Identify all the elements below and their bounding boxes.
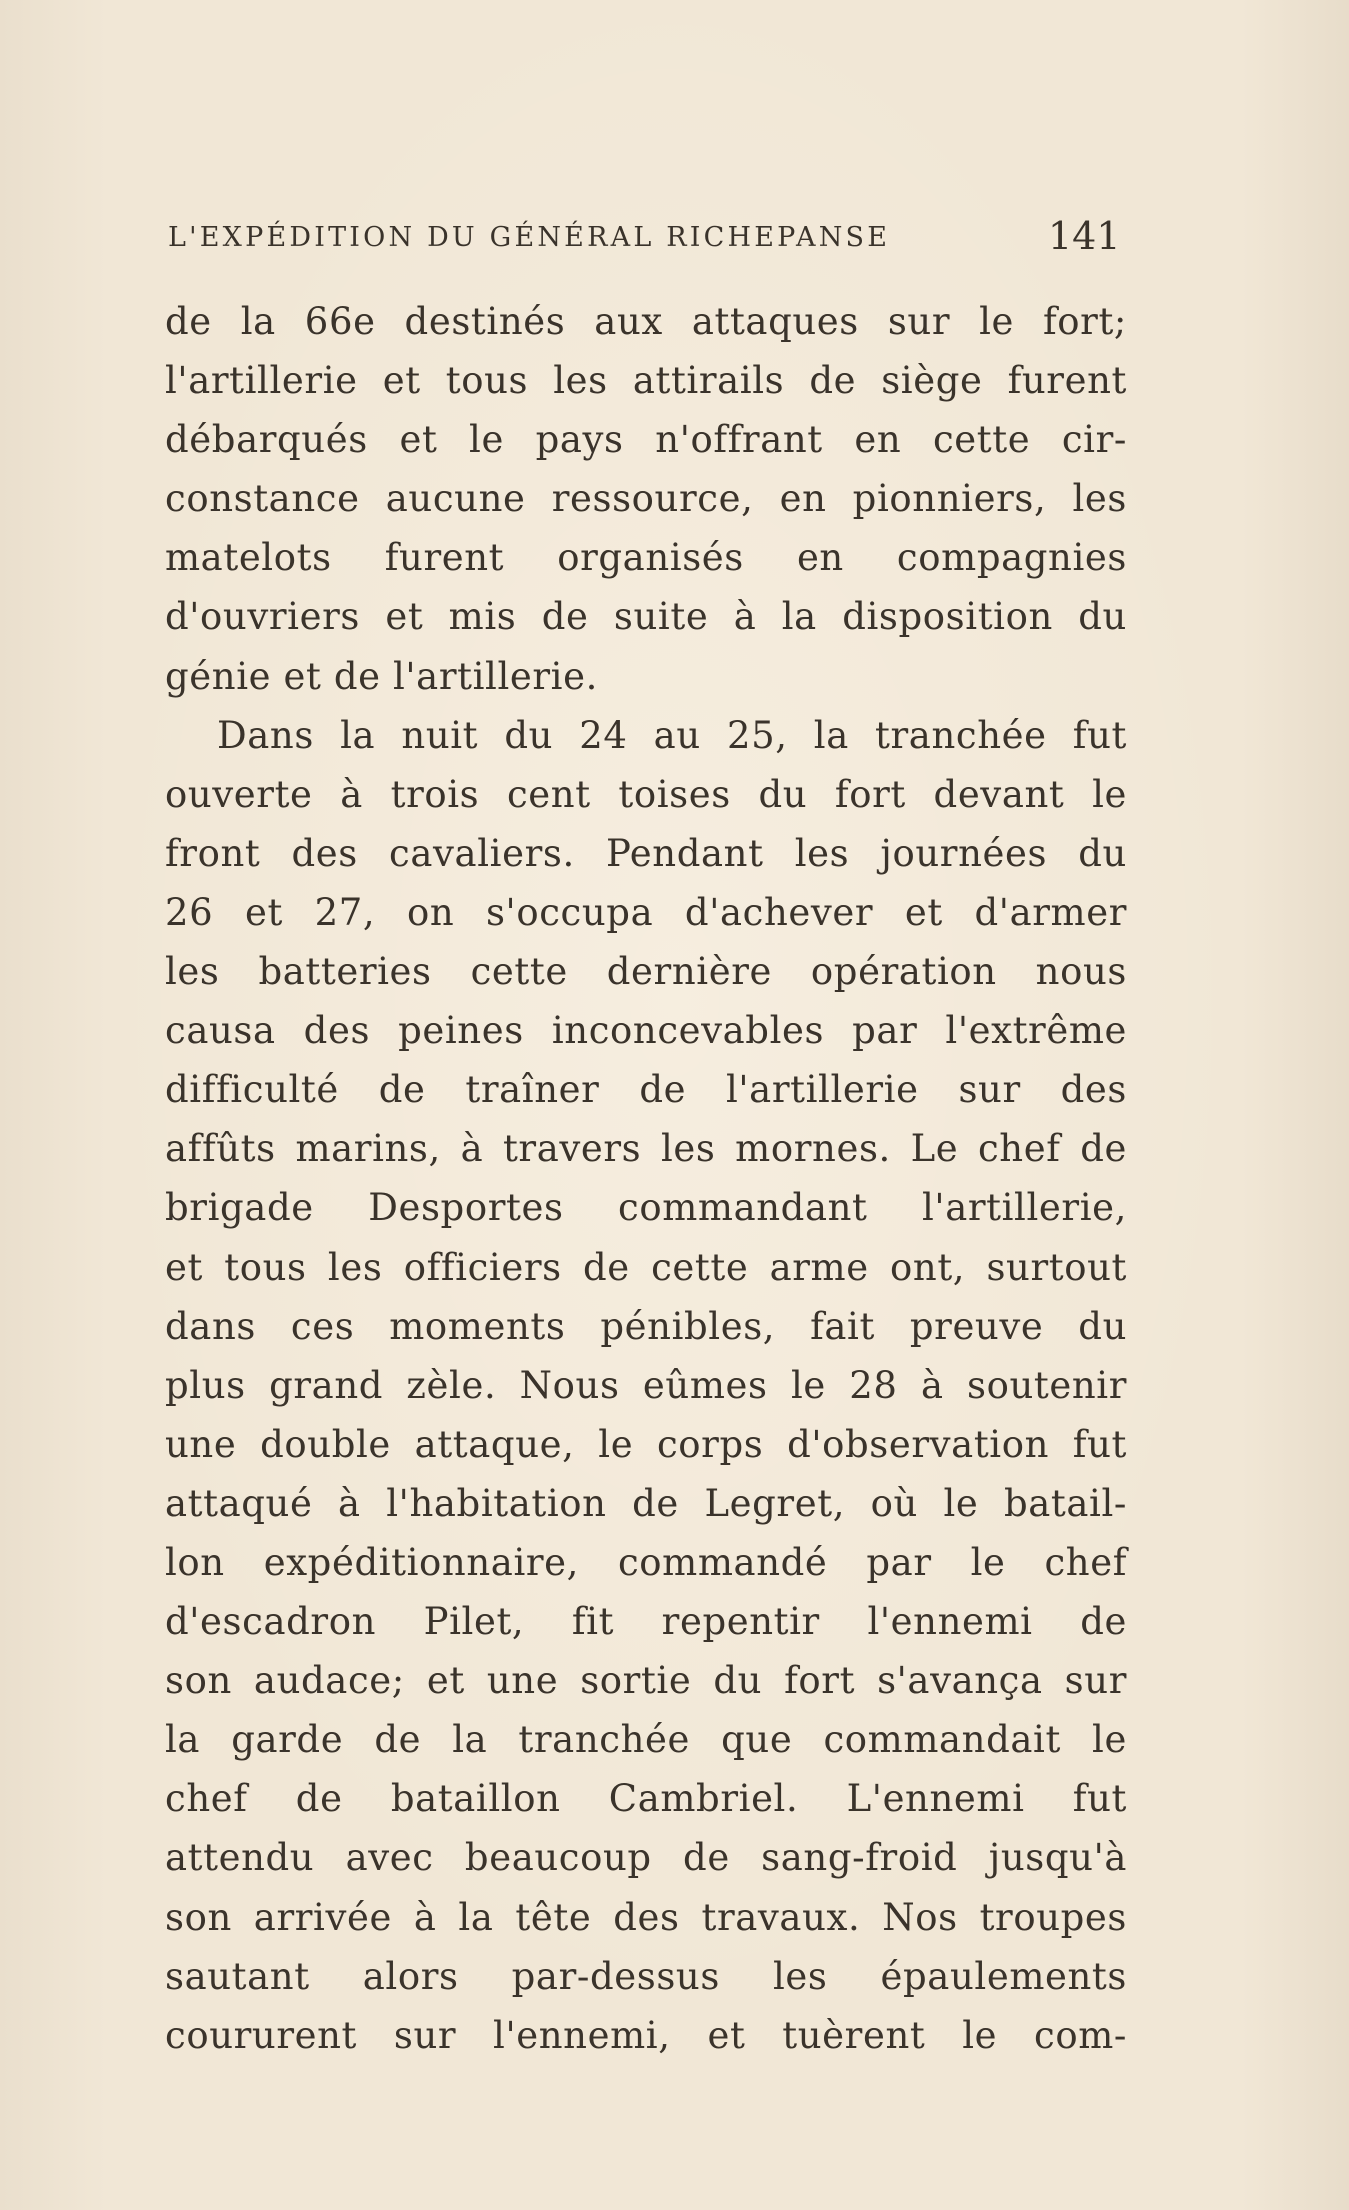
text-line: d'ouvriers et mis de suite à la disposition du xyxy=(165,595,1127,639)
text-line: l'artillerie et tous les attirails de siège furent xyxy=(165,359,1127,403)
text-line: Dans la nuit du 24 au 25, la tranchée fut xyxy=(217,713,1127,757)
text-line: sautant alors par-dessus les épaulements xyxy=(165,1954,1127,1998)
body-text xyxy=(165,292,1127,2065)
text-line: attaqué à l'habitation de Legret, où le batail- xyxy=(165,1481,1127,1525)
text-line: 26 et 27, on s'occupa d'achever et d'armer xyxy=(165,890,1127,934)
text-line: front des cavaliers. Pendant les journées du xyxy=(165,831,1127,875)
text-line: plus grand zèle. Nous eûmes le 28 à soutenir xyxy=(165,1363,1127,1407)
running-title: L'EXPÉDITION DU GÉNÉRAL RICHEPANSE xyxy=(168,222,891,253)
text-line: son arrivée à la tête des travaux. Nos troupes xyxy=(165,1895,1127,1939)
text-line: coururent sur l'ennemi, et tuèrent le com- xyxy=(165,2013,1127,2057)
text-line: génie et de l'artillerie. xyxy=(165,654,598,698)
text-line: matelots furent organisés en compagnies xyxy=(165,536,1127,580)
text-line: son audace; et une sortie du fort s'avança sur xyxy=(165,1659,1127,1703)
text-line: lon expéditionnaire, commandé par le chef xyxy=(165,1540,1127,1584)
text-line: de la 66e destinés aux attaques sur le fort; xyxy=(165,300,1127,343)
text-line: ouverte à trois cent toises du fort devant le xyxy=(165,772,1127,816)
text-line: et tous les officiers de cette arme ont, surtout xyxy=(165,1245,1127,1289)
text-line: d'escadron Pilet, fit repentir l'ennemi de xyxy=(165,1600,1127,1644)
text-line: causa des peines inconcevables par l'extrême xyxy=(165,1009,1127,1053)
text-line: chef de bataillon Cambriel. L'ennemi fut xyxy=(165,1777,1127,1821)
text-line: attendu avec beaucoup de sang-froid jusqu'à xyxy=(165,1836,1127,1880)
text-line: dans ces moments pénibles, fait preuve du xyxy=(165,1304,1127,1348)
text-line: les batteries cette dernière opération nous xyxy=(165,950,1127,994)
text-line: difficulté de traîner de l'artillerie sur des xyxy=(165,1068,1127,1112)
text-line: une double attaque, le corps d'observation fut xyxy=(165,1422,1127,1466)
text-line: affûts marins, à travers les mornes. Le chef de xyxy=(165,1127,1127,1171)
running-head xyxy=(168,214,1168,264)
text-line: brigade Desportes commandant l'artillerie, xyxy=(165,1186,1127,1230)
text-line: la garde de la tranchée que commandait le xyxy=(165,1718,1127,1762)
text-line: débarqués et le pays n'offrant en cette cir- xyxy=(165,418,1127,462)
text-line: constance aucune ressource, en pionniers, les xyxy=(165,477,1127,521)
page-number: 141 xyxy=(1048,214,1121,258)
